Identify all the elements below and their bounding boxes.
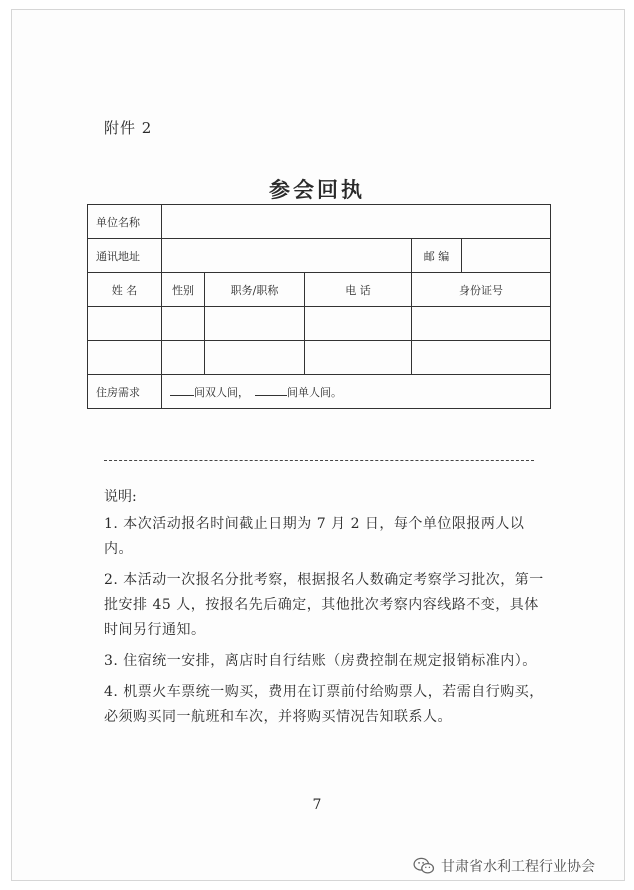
unit-name-label: 单位名称 [88,205,162,239]
note-item: 4. 机票火车票统一购买，费用在订票前付给购票人，若需自行购买，必须购买同一航班和车次，并将购买情况告知联系人。 [104,684,544,725]
notes-list [104,512,544,736]
header-gender: 性别 [162,273,205,307]
lodging-row [88,375,551,409]
postcode-field[interactable] [462,239,551,273]
table-row [88,307,551,341]
phone-cell[interactable] [305,341,412,375]
address-field[interactable] [162,239,412,273]
note-item: 1. 本次活动报名时间截止日期为 7 月 2 日，每个单位限报两人以内。 [104,516,525,557]
header-id: 身份证号 [412,273,551,307]
gender-cell[interactable] [162,341,205,375]
lodging-label: 住房需求 [88,375,162,409]
gender-cell[interactable] [162,307,205,341]
header-phone: 电 话 [305,273,412,307]
cut-line-divider [104,460,534,461]
address-label: 通讯地址 [88,239,162,273]
page-number: 7 [312,797,322,813]
lodging-field [162,375,551,409]
double-room-blank[interactable] [170,386,194,396]
unit-name-field[interactable] [162,205,551,239]
id-cell[interactable] [412,341,551,375]
table-row [88,341,551,375]
header-name: 姓 名 [88,273,162,307]
notes-title: 说明: [104,489,137,505]
registration-form [87,204,551,409]
watermark-text: 甘肃省水利工程行业协会 [441,859,595,875]
wechat-icon [413,857,435,875]
postcode-label: 邮 编 [412,239,462,273]
single-room-label: 间单人间。 [287,385,342,399]
address-row [88,239,551,273]
unit-name-row [88,205,551,239]
form-title: 参会回执 [269,177,365,202]
name-cell[interactable] [88,341,162,375]
id-cell[interactable] [412,307,551,341]
single-room-blank[interactable] [255,386,287,396]
double-room-label: 间双人间， [194,385,249,399]
watermark [413,856,595,876]
header-row [88,273,551,307]
document-page [11,9,625,881]
position-cell[interactable] [205,341,305,375]
name-cell[interactable] [88,307,162,341]
position-cell[interactable] [205,307,305,341]
note-item: 3. 住宿统一安排，离店时自行结账（房费控制在规定报销标准内）。 [104,653,537,669]
note-item: 2. 本活动一次报名分批考察，根据报名人数确定考察学习批次，第一批安排 45 人，按报名先后确定，其他批次考察内容线路不变，具体时间另行通知。 [104,572,544,638]
header-position: 职务/职称 [205,273,305,307]
attachment-label: 附件 2 [104,119,153,137]
phone-cell[interactable] [305,307,412,341]
